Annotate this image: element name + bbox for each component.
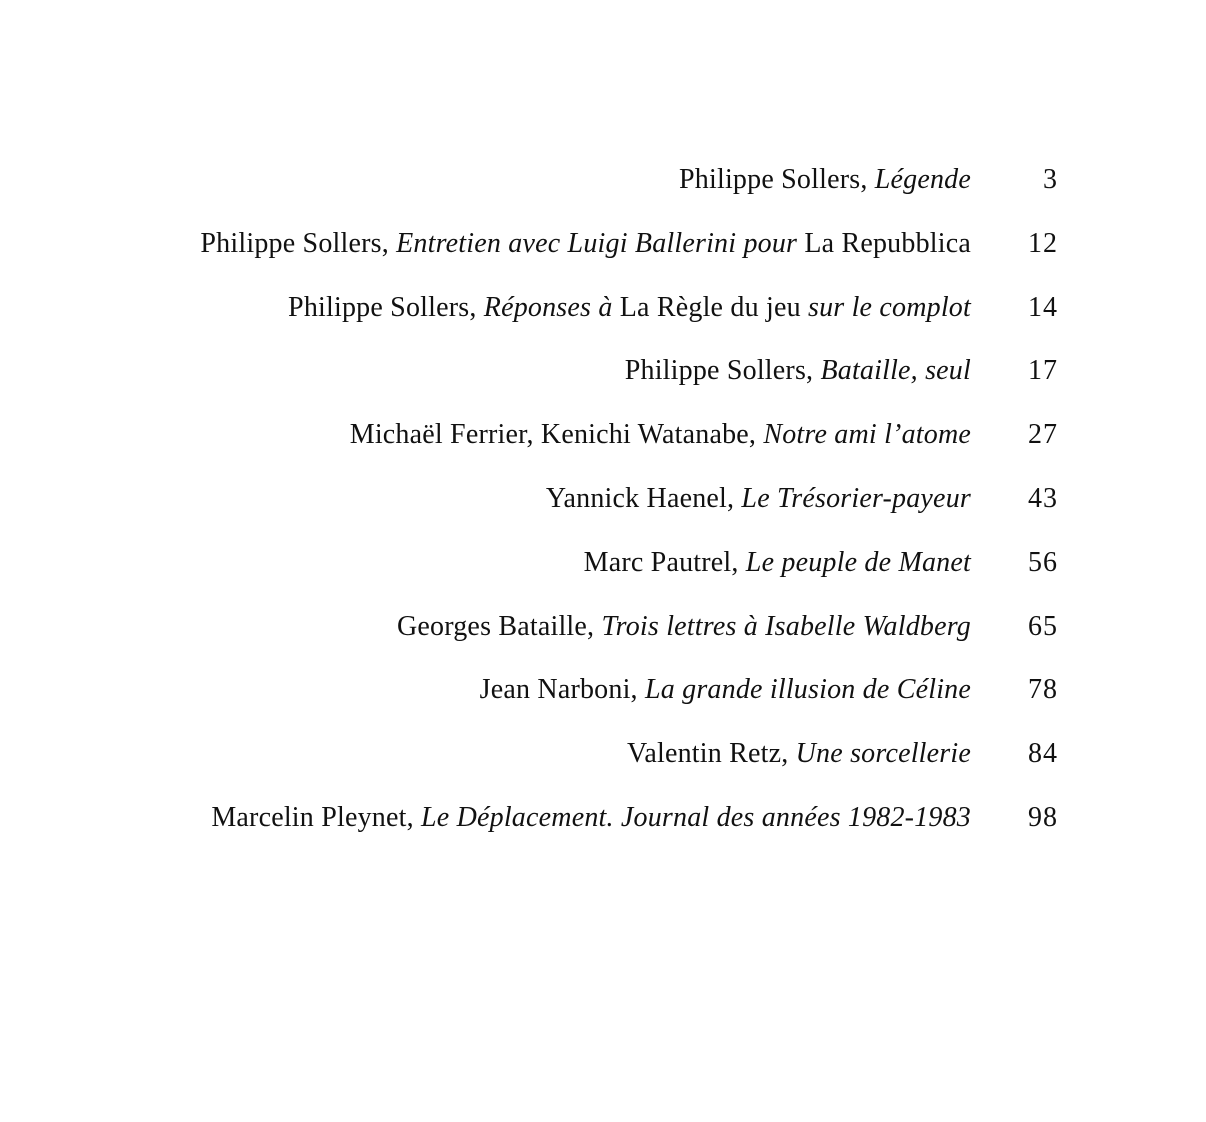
toc-entry-title xyxy=(679,162,971,198)
toc-entry xyxy=(0,660,1206,724)
toc-entry xyxy=(0,724,1206,788)
toc-entry-page-number: 17 xyxy=(1028,355,1058,387)
toc-entry-author: Georges Bataille, xyxy=(396,610,602,642)
toc-entry-work-title: Trois lettres à Isabelle Waldberg xyxy=(601,610,971,642)
toc-entry-title xyxy=(288,290,971,326)
toc-entry xyxy=(0,533,1206,597)
toc-entry xyxy=(0,278,1206,342)
toc-entry-work-title: Le Trésorier-payeur xyxy=(741,482,971,514)
toc-entry-author: Valentin Retz, xyxy=(627,738,796,770)
toc-entry-page-number: 56 xyxy=(1028,546,1058,578)
toc-entry-page-number: 65 xyxy=(1028,610,1058,642)
toc-entry-work-title: Entretien avec Luigi Ballerini pour xyxy=(396,227,798,259)
toc-entry-page-number: 14 xyxy=(1028,291,1058,323)
toc-entry xyxy=(0,341,1206,405)
toc-entry-author: Philippe Sollers, xyxy=(200,227,397,259)
toc-entry-title xyxy=(350,417,971,453)
toc-entry-title xyxy=(584,545,971,581)
toc-entry-title xyxy=(627,736,971,772)
toc-entry-title xyxy=(397,609,971,645)
toc-entry-author: La Règle du jeu xyxy=(612,291,808,323)
toc-entry-title xyxy=(480,672,971,708)
toc-entry-work-title: Réponses à xyxy=(483,291,613,323)
toc-entry-author: Jean Narboni, xyxy=(479,674,645,706)
toc-entry-author: Philippe Sollers, xyxy=(288,291,484,323)
toc-entry-work-title: Une sorcellerie xyxy=(795,738,971,770)
toc-entry-page-number: 84 xyxy=(1028,738,1058,770)
table-of-contents xyxy=(0,150,1206,852)
toc-entry-title xyxy=(546,481,971,517)
toc-entry-page-number: 27 xyxy=(1028,419,1058,451)
toc-entry-title xyxy=(200,226,971,262)
toc-entry-title xyxy=(625,353,971,389)
toc-entry-author: Philippe Sollers, xyxy=(679,164,875,195)
toc-entry-author: Michaël Ferrier, Kenichi Watanabe, xyxy=(349,419,764,451)
toc-entry-work-title: Le Déplacement. Journal des années 1982-1983 xyxy=(420,801,971,833)
toc-entry-work-title: Notre ami l’atome xyxy=(763,419,971,451)
toc-entry-work-title: Légende xyxy=(874,164,971,195)
toc-entry xyxy=(0,150,1206,214)
toc-entry-page-number: 43 xyxy=(1028,482,1058,514)
toc-entry-title xyxy=(211,800,971,836)
toc-entry-work-title: Bataille, seul xyxy=(820,355,971,387)
toc-entry-work-title: sur le complot xyxy=(807,291,971,323)
toc-entry xyxy=(0,788,1206,852)
toc-entry-author: Marc Pautrel, xyxy=(583,546,746,578)
toc-entry-page-number: 78 xyxy=(1028,674,1058,706)
toc-entry-author: Philippe Sollers, xyxy=(624,355,821,387)
toc-entry-author: La Repubblica xyxy=(797,227,971,259)
toc-entry xyxy=(0,405,1206,469)
toc-entry xyxy=(0,469,1206,533)
toc-entry-page-number: 12 xyxy=(1028,227,1058,259)
toc-entry-page-number: 98 xyxy=(1028,801,1058,833)
toc-entry-author: Marcelin Pleynet, xyxy=(211,801,421,833)
toc-entry-work-title: Le peuple de Manet xyxy=(745,546,971,578)
toc-entry xyxy=(0,597,1206,661)
toc-entry-page-number: 3 xyxy=(1043,164,1058,195)
toc-entry xyxy=(0,214,1206,278)
toc-entry-author: Yannick Haenel, xyxy=(545,482,742,514)
toc-entry-work-title: La grande illusion de Céline xyxy=(644,674,971,706)
